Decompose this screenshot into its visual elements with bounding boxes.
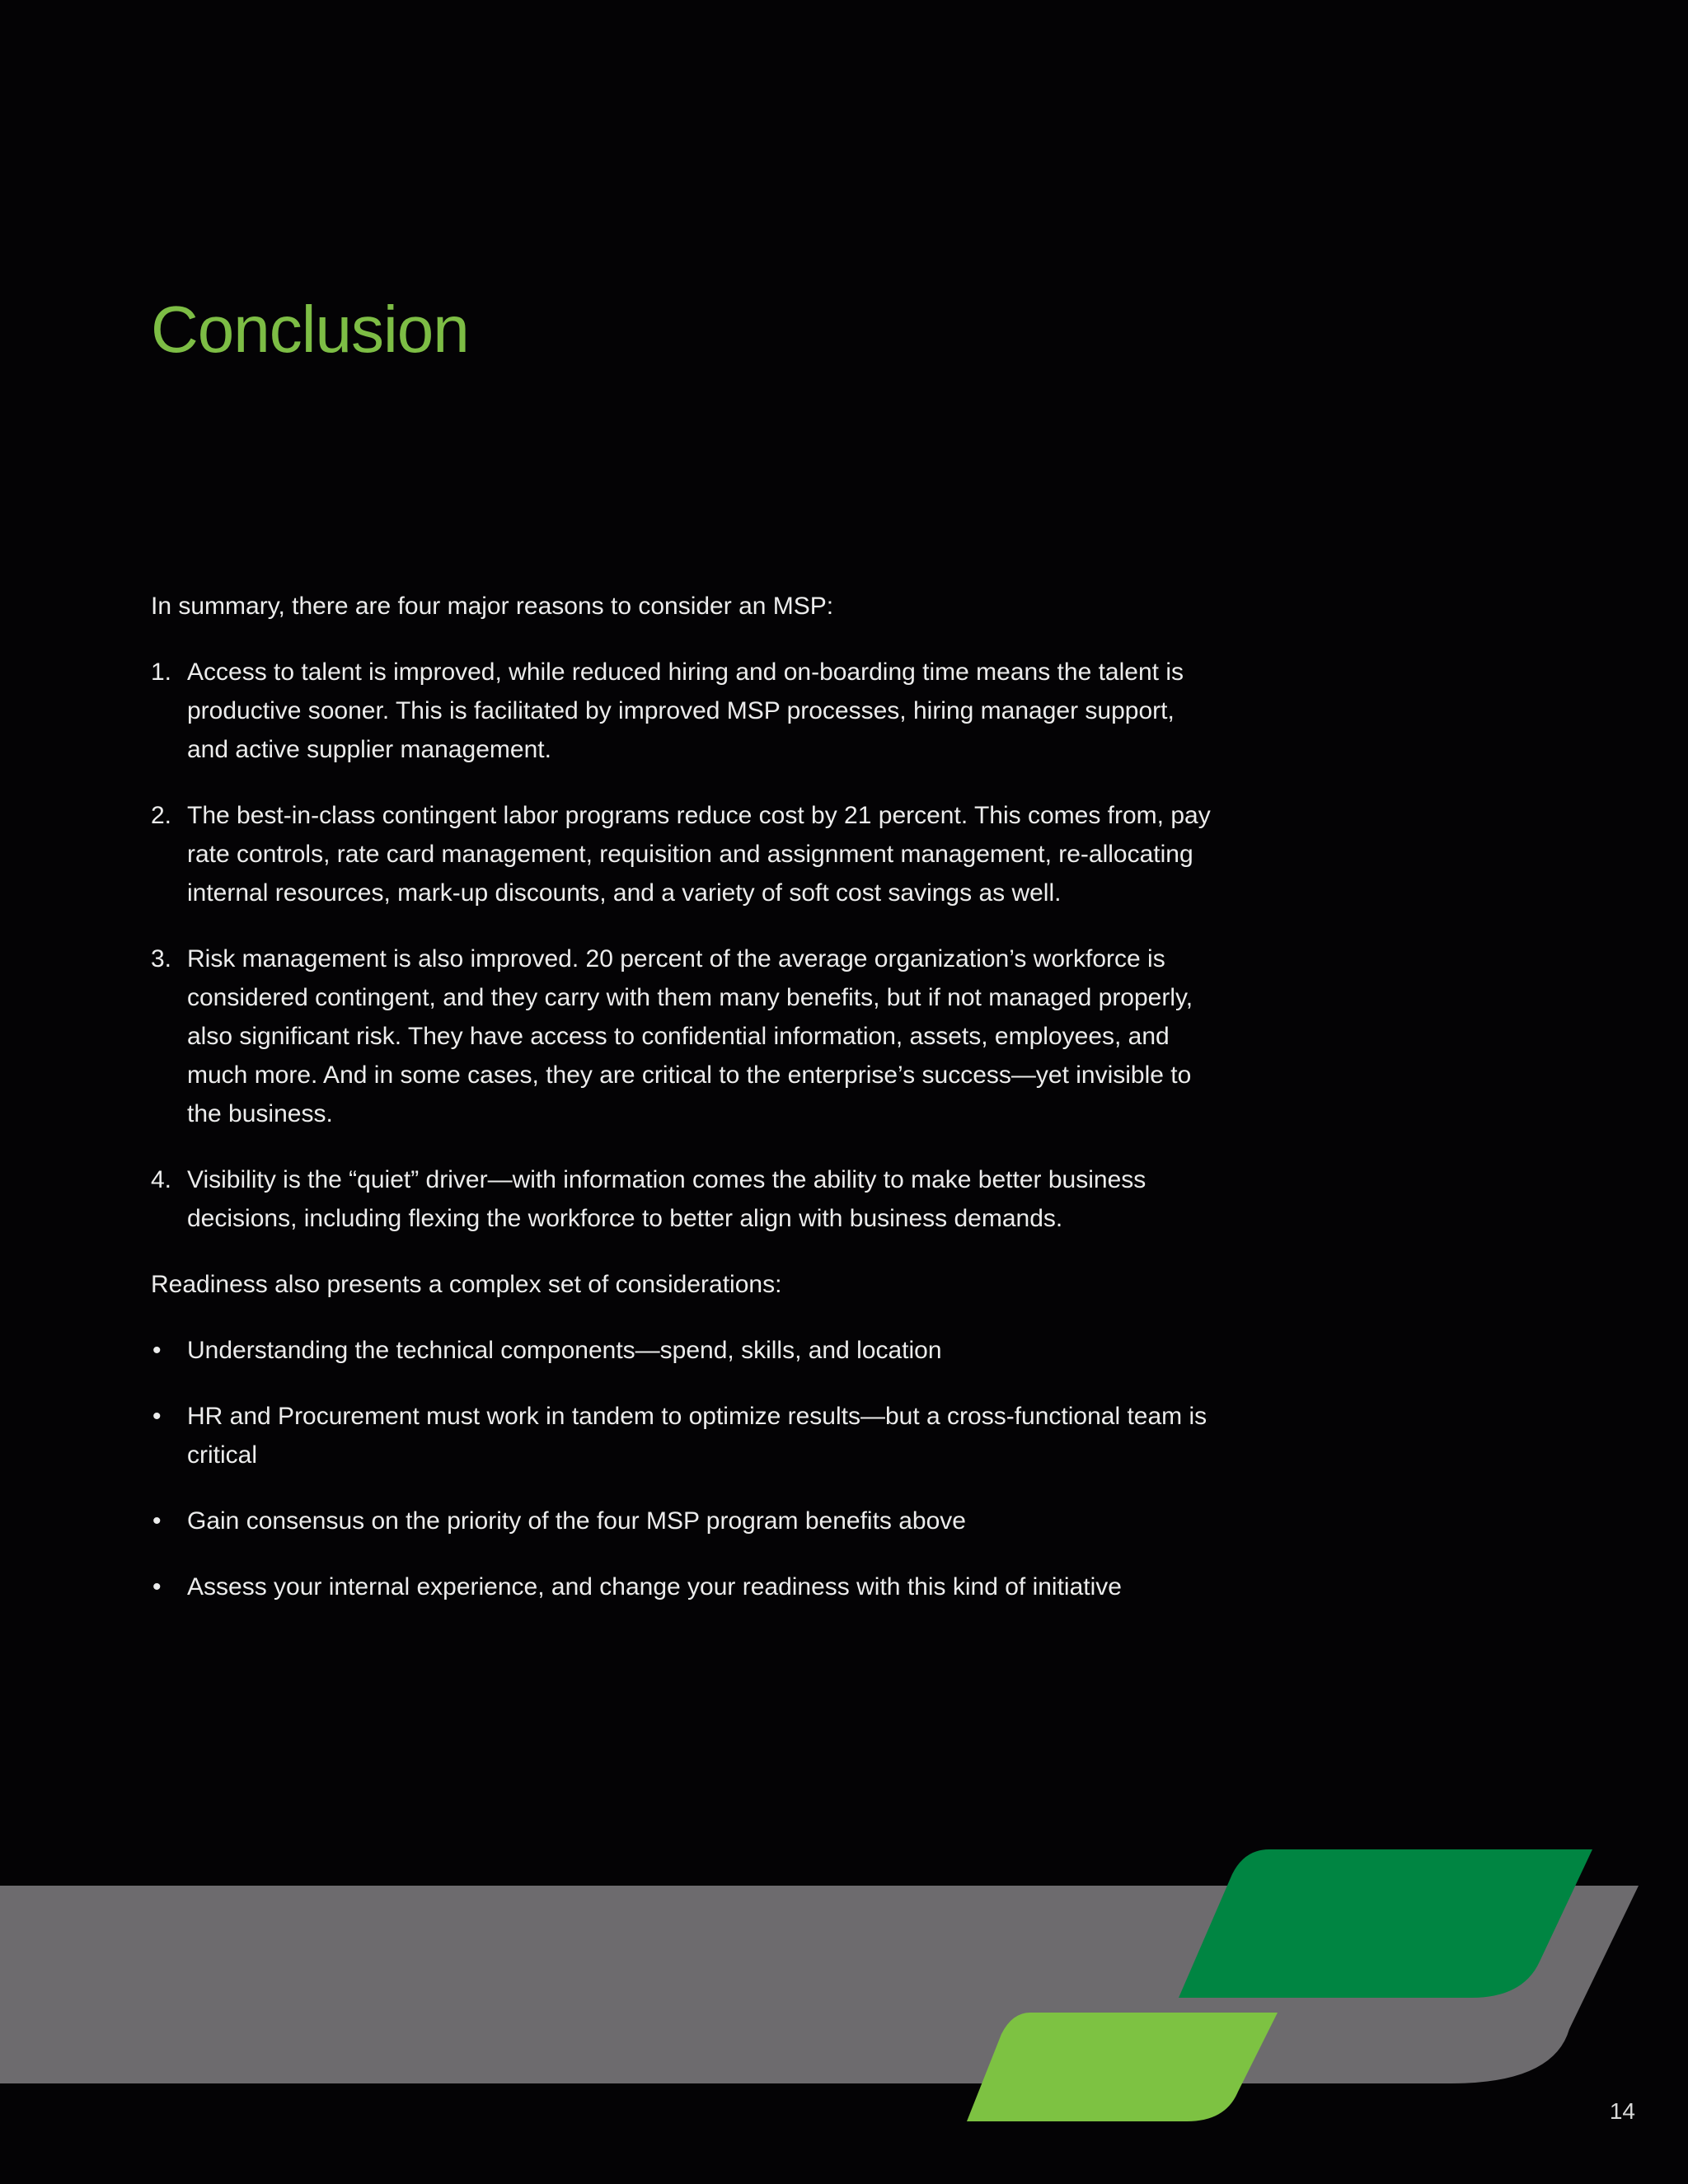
list-number: 3. [151, 945, 172, 972]
dark-green-parallelogram-shape [1179, 1849, 1592, 1998]
main-content [151, 587, 1222, 1633]
readiness-intro: Readiness also presents a complex set of considerations: [151, 1271, 782, 1298]
list-item-text: HR and Procurement must work in tandem to optimize results—but a cross-functional team is critical [187, 1403, 1207, 1469]
list-item-text: Gain consensus on the priority of the four MSP program benefits above [187, 1507, 966, 1535]
list-item [151, 1331, 1222, 1370]
list-item [151, 1160, 1222, 1238]
list-item-text: Visibility is the “quiet” driver—with information comes the ability to make better business decisions, including flexing the workforce to better align with business demands. [187, 1166, 1146, 1232]
list-item-text: Understanding the technical components—spend, skills, and location [187, 1337, 942, 1364]
footer-decoration [0, 1838, 1688, 2135]
light-green-parallelogram-shape [967, 2013, 1278, 2121]
list-item-text: Risk management is also improved. 20 percent of the average organization’s workforce is considered contingent, and they carry with them many benefits, but if not managed properly, also significant risk. They have access to confidential information, assets, employees, and much more. And in some cases, they are critical to the enterprise’s success—yet invisible to the business. [187, 945, 1193, 1127]
list-item-text: Assess your internal experience, and change your readiness with this kind of initiative [187, 1573, 1122, 1601]
list-item [151, 796, 1222, 912]
list-number: 2. [151, 802, 172, 829]
list-item [151, 1397, 1222, 1474]
list-item [151, 940, 1222, 1133]
list-number: 4. [151, 1166, 172, 1193]
list-item [151, 1502, 1222, 1540]
bullet-icon: • [152, 1507, 162, 1535]
list-item-text: The best-in-class contingent labor programs reduce cost by 21 percent. This comes from, pay rate controls, rate card management, requisition and assignment management, re-allocating internal resources, mark-up discounts, and a variety of soft cost savings as well. [187, 802, 1211, 907]
page-number: 14 [1609, 2098, 1635, 2124]
list-item [151, 653, 1222, 769]
bullet-icon: • [152, 1573, 162, 1601]
bullet-icon: • [152, 1403, 162, 1430]
intro-paragraph: In summary, there are four major reasons to consider an MSP: [151, 593, 834, 620]
reasons-list [151, 653, 1222, 1238]
list-item-text: Access to talent is improved, while reduced hiring and on-boarding time means the talent is productive sooner. This is facilitated by improved MSP processes, hiring manager support, and active supplier management. [187, 658, 1184, 763]
list-number: 1. [151, 658, 172, 686]
page-title: Conclusion [151, 293, 469, 366]
bullet-icon: • [152, 1337, 162, 1364]
considerations-list [151, 1331, 1222, 1606]
list-item [151, 1568, 1222, 1606]
